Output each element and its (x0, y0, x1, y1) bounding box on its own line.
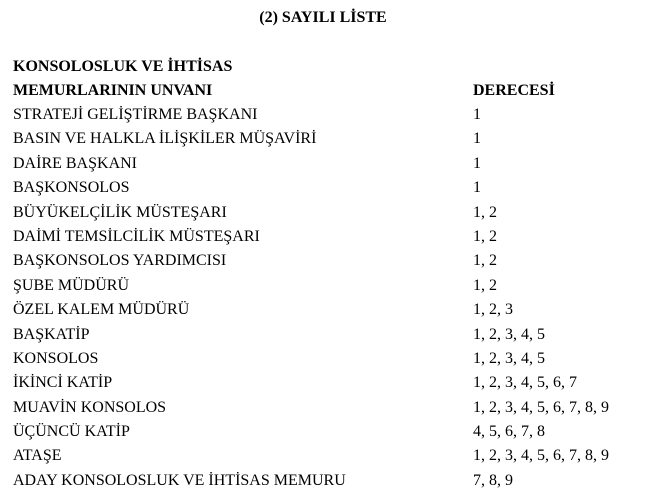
title-name: BÜYÜKELÇİLİK MÜSTEŞARI (13, 203, 227, 221)
title-name: DAİMİ TEMSİLCİLİK MÜSTEŞARI (13, 227, 260, 245)
list-item (13, 422, 633, 446)
title-name: KONSOLOS (13, 349, 99, 367)
title-rank: 1, 2 (473, 252, 497, 270)
list-item (13, 325, 633, 349)
list-item (13, 300, 633, 324)
list-item (13, 154, 633, 178)
list-item (13, 471, 633, 495)
list-item (13, 203, 633, 227)
title-name: ŞUBE MÜDÜRÜ (13, 276, 130, 294)
title-rank: 7, 8, 9 (473, 471, 513, 489)
column-header-row (13, 81, 633, 101)
list-item (13, 251, 633, 275)
title-name: MUAVİN KONSOLOS (13, 398, 167, 416)
list-item (13, 105, 633, 129)
title-rank: 1, 2 (473, 203, 497, 221)
list-item (13, 178, 633, 202)
title-rank: 1, 2, 3 (473, 301, 513, 319)
title-name: ÖZEL KALEM MÜDÜRÜ (13, 301, 190, 319)
title-rank: 1, 2, 3, 4, 5, 6, 7 (473, 374, 577, 392)
list-item (13, 276, 633, 300)
title-name: DAİRE BAŞKANI (13, 154, 137, 172)
title-rank: 1 (473, 179, 481, 197)
title-rank-list (13, 105, 633, 495)
title-rank: 1, 2, 3, 4, 5, 6, 7, 8, 9 (473, 447, 609, 465)
list-item (13, 227, 633, 251)
column-header-title-line2: MEMURLARININ UNVANI (13, 82, 213, 99)
title-rank: 1, 2, 3, 4, 5, 6, 7, 8, 9 (473, 398, 609, 416)
title-name: BAŞKATİP (13, 325, 90, 343)
title-rank: 1 (473, 154, 481, 172)
column-header-rank: DERECESİ (473, 82, 555, 99)
title-rank: 1, 2, 3, 4, 5 (473, 325, 545, 343)
title-rank: 1, 2 (473, 227, 497, 245)
title-name: BAŞKONSOLOS (13, 179, 130, 197)
title-name: STRATEJİ GELİŞTİRME BAŞKANI (13, 106, 258, 123)
list-item (13, 349, 633, 373)
title-name: ATAŞE (13, 447, 62, 465)
list-item (13, 129, 633, 153)
title-rank: 1 (473, 106, 481, 123)
page-title: (2) SAYILI LİSTE (259, 9, 387, 26)
title-rank: 4, 5, 6, 7, 8 (473, 423, 545, 441)
column-header-title-line1: KONSOLOSLUK VE İHTİSAS (13, 58, 233, 75)
title-rank: 1, 2, 3, 4, 5 (473, 349, 545, 367)
list-item (13, 446, 633, 470)
title-name: ADAY KONSOLOSLUK VE İHTİSAS MEMURU (13, 471, 346, 489)
title-name: BAŞKONSOLOS YARDIMCISI (13, 252, 227, 270)
title-name: ÜÇÜNCÜ KATİP (13, 423, 130, 441)
title-rank: 1, 2 (473, 276, 497, 294)
list-item (13, 373, 633, 397)
list-item (13, 398, 633, 422)
title-rank: 1 (473, 130, 481, 148)
title-name: İKİNCİ KATİP (13, 374, 113, 392)
title-name: BASIN VE HALKLA İLİŞKİLER MÜŞAVİRİ (13, 130, 317, 148)
